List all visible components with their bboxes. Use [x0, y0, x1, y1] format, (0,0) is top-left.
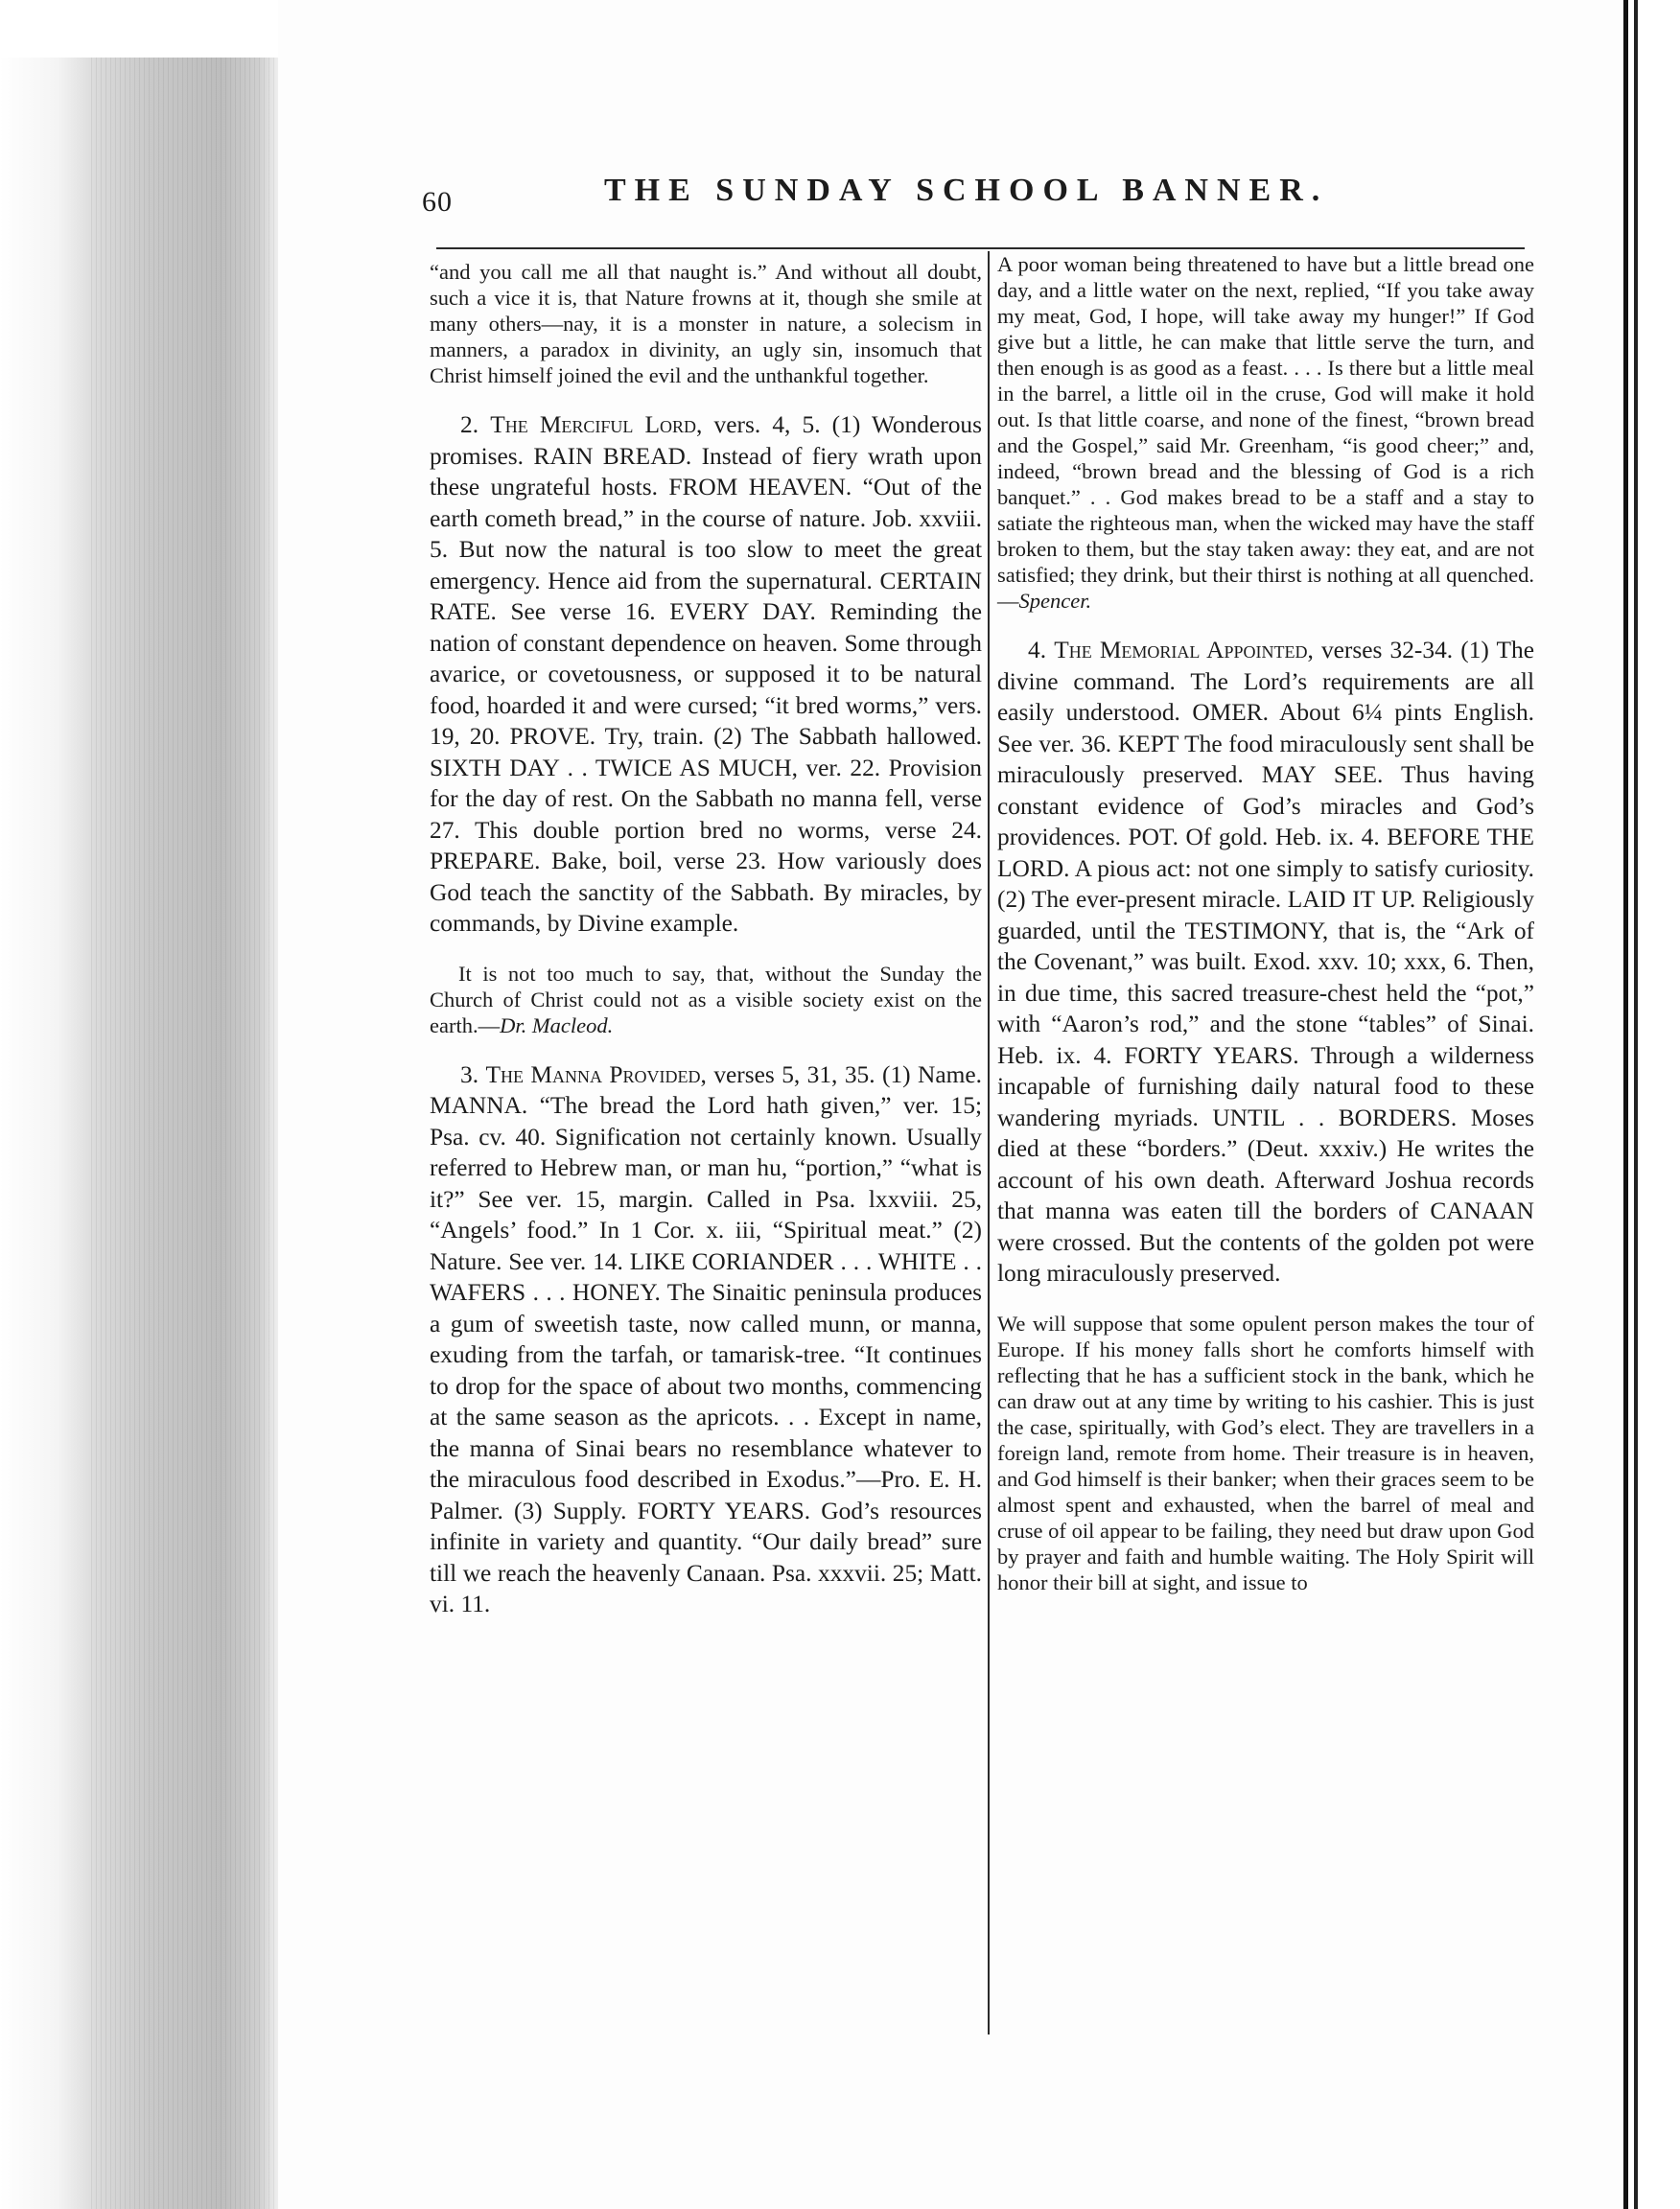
- quote-attribution: Dr. Macleod.: [500, 1012, 614, 1037]
- section-number: 2.: [460, 411, 479, 438]
- section-body: verses 5, 31, 35. (1) Name. MANNA. “The bread the Lord hath given,” ver. 15; Psa. cv. 40. Signification not certainly known. Usually referred to Hebrew man, or man hu, “portion,” “what is it?” See ver. 15, margin. Called in Psa. lxxviii. 25, “Angels’ food.” In 1 Cor. x. iii, “Spiritual meat.” (2) Nature. See ver. 14. LIKE CORIANDER . . . WHITE . . WAFERS . . . HONEY. The Sinaitic peninsula produces a gum of sweetish taste, now called munn, or manna, exuding from the tarfah, or tamarisk-tree. “It continues to drop for the space of about two months, commencing at the same season as the apricots. . . Except in name, the manna of Sinai bears no resemblance whatever to the miraculous food described in Exodus.”—Pro. E. H. Palmer. (3) Supply. FORTY YEARS. God’s resources infinite in variety and quantity. “Our daily bread” sure till we reach the heavenly Canaan. Psa. xxxvii. 25; Matt. vi. 11.: [430, 1060, 982, 1617]
- quote-sunday: [430, 961, 982, 1038]
- quote-text: A poor woman being threatened to have but a little bread one day, and a little water on the next, replied, “If you take away my meat, God, I hope, will take away my hunger!” If God give but a little, he can make that little serve the turn, and then enough is as good as a feast. . . . Is there but a little meal in the barrel, a little oil in the cruse, God will make it hold out. Is that little coarse, and none of the finest, “brown bread and the Gospel,” said Mr. Greenham, “is good cheer;” and, indeed, “brown bread and the blessing of God is a rich banquet.” . . God makes bread to be a staff and a stay to satiate the righteous man, when the wicked may have the staff broken to them, but the stay taken away: they eat, and are not satisfied; they drink, but their thirst is nothing at all quenched.—: [997, 252, 1534, 613]
- section-heading: The Manna Provided,: [485, 1060, 707, 1088]
- section-memorial-appointed: [997, 635, 1534, 1290]
- quote-poor-woman: [997, 251, 1534, 614]
- quote-attribution: Spencer.: [1018, 589, 1092, 613]
- section-body: verses 32-34. (1) The divine command. The Lord’s requirements are all easily understood. OMER. About 6¼ pints English. See ver. 36. KEPT The food miraculously sent shall be miraculously preserved. MAY SEE. Thus having constant evidence of God’s miracles and God’s providences. POT. Of gold. Heb. ix. 4. BEFORE THE LORD. A pious act: not one simply to satisfy curiosity. (2) The ever-present miracle. LAID IT UP. Religiously guarded, until the TESTIMONY, that is, the “Ark of the Covenant,” was built. Exod. xxv. 10; xxx, 6. Then, in due time, this sacred treasure-chest held the “pot,” with “Aaron’s rod,” and the stone “tables” of Sinai. Heb. ix. 4. FORTY YEARS. Through a wilderness incapable of furnishing daily natural food to these wandering myriads. UNTIL . . BORDERS. Moses died at these “borders.” (Deut. xxxiv.) He writes the account of his own death. Afterward Joshua records that manna was eaten till the borders of CANAAN were crossed. But the contents of the golden pot were long miraculously preserved.: [997, 637, 1534, 1287]
- quote-ingratitude: “and you call me all that naught is.” And without all doubt, such a vice it is, that Nature frowns at it, though she smile at many others—nay, it is a monster in nature, a solecism in manners, a paradox in divinity, an ugly sin, insomuch that Christ himself joined the evil and the unthankful together.: [430, 260, 982, 387]
- right-column: [997, 251, 1534, 1595]
- section-heading: The Memorial Appointed,: [1054, 637, 1314, 663]
- right-page-edge-inner: [1634, 0, 1638, 2209]
- section-number: 3.: [460, 1060, 479, 1088]
- book-page-edges: [0, 58, 278, 2209]
- section-merciful-lord: [430, 409, 982, 940]
- right-page-edge: [1623, 0, 1628, 2209]
- quote-text: It is not too much to say, that, without the Sunday the Church of Christ could not as a visible society exist on the earth.—: [430, 961, 982, 1037]
- section-heading: The Merciful Lord,: [490, 411, 703, 438]
- section-body: vers. 4, 5. (1) Wonderous promises. RAIN BREAD. Instead of fiery wrath upon these ungrateful hosts. FROM HEAVEN. “Out of the earth cometh bread,” in the course of nature. Job. xxviii. 5. But now the natural is too slow to meet the great emergency. Hence aid from the supernatural. CERTAIN RATE. See verse 16. EVERY DAY. Reminding the nation of constant dependence on heaven. Some through avarice, or covetousness, or supposed it to be natural food, hoarded it and were cursed; “it bred worms,” vers. 19, 20. PROVE. Try, train. (2) The Sabbath hallowed. SIXTH DAY . . TWICE AS MUCH, ver. 22. Provision for the day of rest. On the Sabbath no manna fell, verse 27. This double portion bred no worms, verse 24. PREPARE. Bake, boil, verse 23. How variously does God teach the sanctity of the Sabbath. By miracles, by commands, by Divine example.: [430, 411, 982, 937]
- page-number: 60: [422, 186, 453, 218]
- section-number: 4.: [1028, 637, 1047, 663]
- section-manna-provided: [430, 1059, 982, 1620]
- column-divider: [988, 251, 990, 2035]
- running-title: THE SUNDAY SCHOOL BANNER.: [604, 173, 1329, 208]
- left-column: [430, 259, 982, 1620]
- header-rule: [436, 247, 1525, 249]
- quote-opulent-person: We will suppose that some opulent person makes the tour of Europe. If his money falls short he comforts himself with reflecting that he has a sufficient stock in the bank, which he can draw out at any time by writing to his cashier. This is just the case, spiritually, with God’s elect. They are travellers in a foreign land, remote from home. Their treasure is in heaven, and God himself is their banker; when their graces seem to be almost spent and exhausted, when the barrel of meal and cruse of oil appear to be failing, they need but draw upon God by prayer and faith and humble waiting. The Holy Spirit will honor their bill at sight, and issue to: [997, 1311, 1534, 1594]
